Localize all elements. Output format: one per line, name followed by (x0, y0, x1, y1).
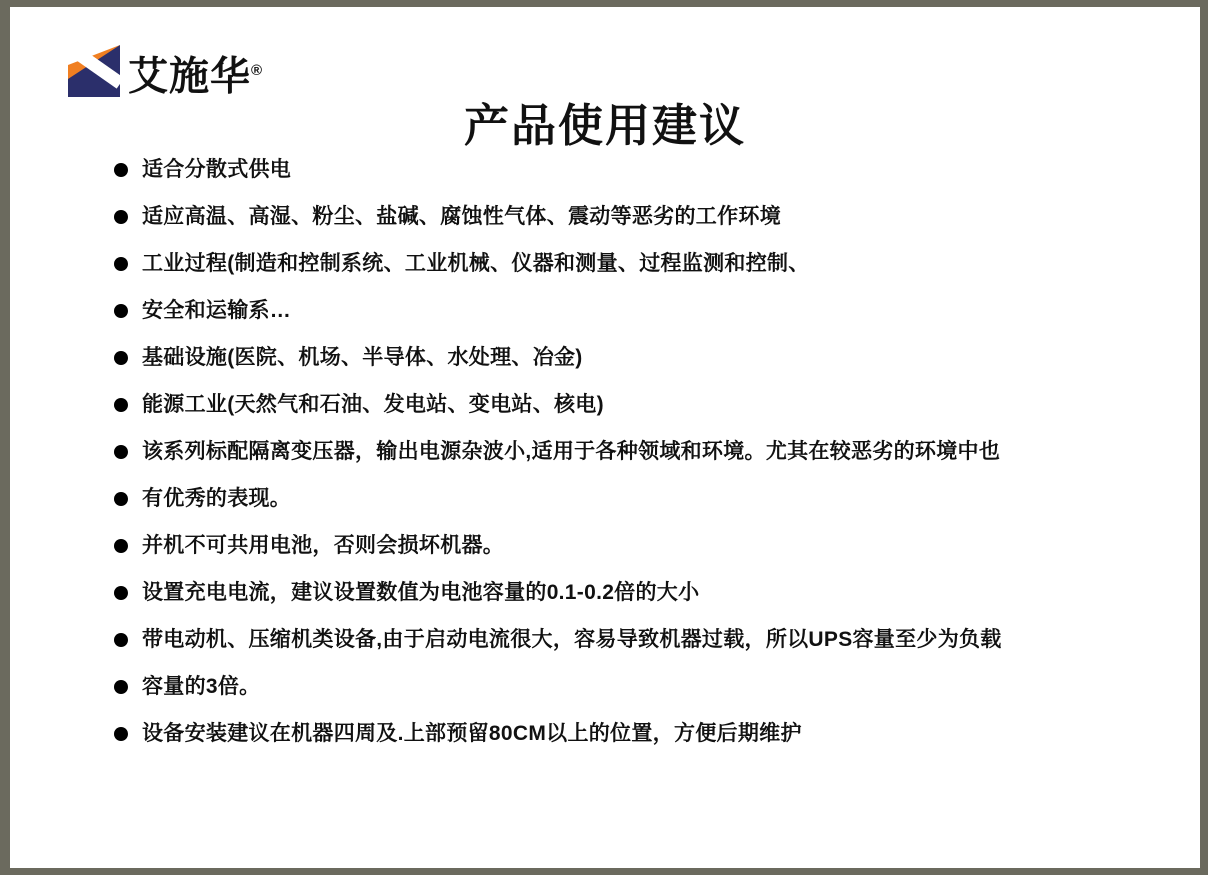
list-item-label: 安全和运输系… (142, 299, 292, 322)
bullet-dot-icon (114, 539, 128, 553)
list-item (114, 251, 1174, 277)
list-item (114, 580, 1174, 606)
list-item-label: 有优秀的表现。 (142, 487, 292, 510)
bullet-dot-icon (114, 680, 128, 694)
list-item-label: 容量的3倍。 (142, 675, 261, 698)
list-item-label: 工业过程(制造和控制系统、工业机械、仪器和测量、过程监测和控制、 (142, 252, 810, 275)
list-item-label: 能源工业(天然气和石油、发电站、变电站、核电) (142, 393, 604, 416)
list-item (114, 721, 1174, 747)
list-item-label: 设置充电电流，建议设置数值为电池容量的0.1-0.2倍的大小 (142, 581, 700, 604)
list-item (114, 157, 1174, 183)
list-item-label: 适应高温、高湿、粉尘、盐碱、腐蚀性气体、震动等恶劣的工作环境 (142, 205, 781, 228)
bullet-dot-icon (114, 633, 128, 647)
list-item-label: 该系列标配隔离变压器，输出电源杂波小,适用于各种领域和环境。尤其在较恶劣的环境中也 (142, 440, 1001, 463)
list-item (114, 392, 1174, 418)
list-item-label: 适合分散式供电 (142, 158, 292, 181)
list-item (114, 533, 1174, 559)
bullet-dot-icon (114, 727, 128, 741)
bullet-dot-icon (114, 398, 128, 412)
brand-name-text: 艾施华 (128, 54, 251, 99)
bullet-dot-icon (114, 586, 128, 600)
list-item (114, 674, 1174, 700)
list-item-label: 基础设施(医院、机场、半导体、水处理、冶金) (142, 346, 583, 369)
list-item (114, 486, 1174, 512)
bullet-dot-icon (114, 257, 128, 271)
list-item (114, 627, 1174, 653)
bullet-dot-icon (114, 445, 128, 459)
page-title: 产品使用建议 (463, 100, 746, 151)
bullet-dot-icon (114, 304, 128, 318)
list-item (114, 204, 1174, 230)
list-item (114, 298, 1174, 324)
list-item (114, 439, 1174, 465)
bullet-dot-icon (114, 351, 128, 365)
bullet-list (114, 157, 1174, 768)
bullet-dot-icon (114, 492, 128, 506)
bullet-dot-icon (114, 210, 128, 224)
list-item-label: 带电动机、压缩机类设备,由于启动电流很大，容易导致机器过载，所以UPS容量至少为负载 (142, 628, 1002, 651)
list-item (114, 345, 1174, 371)
slide-canvas (10, 7, 1200, 868)
list-item-label: 并机不可共用电池，否则会损坏机器。 (142, 534, 505, 557)
registered-mark-icon: ® (251, 62, 264, 79)
bullet-dot-icon (114, 163, 128, 177)
list-item-label: 设备安装建议在机器四周及.上部预留80CM以上的位置，方便后期维护 (142, 722, 802, 745)
